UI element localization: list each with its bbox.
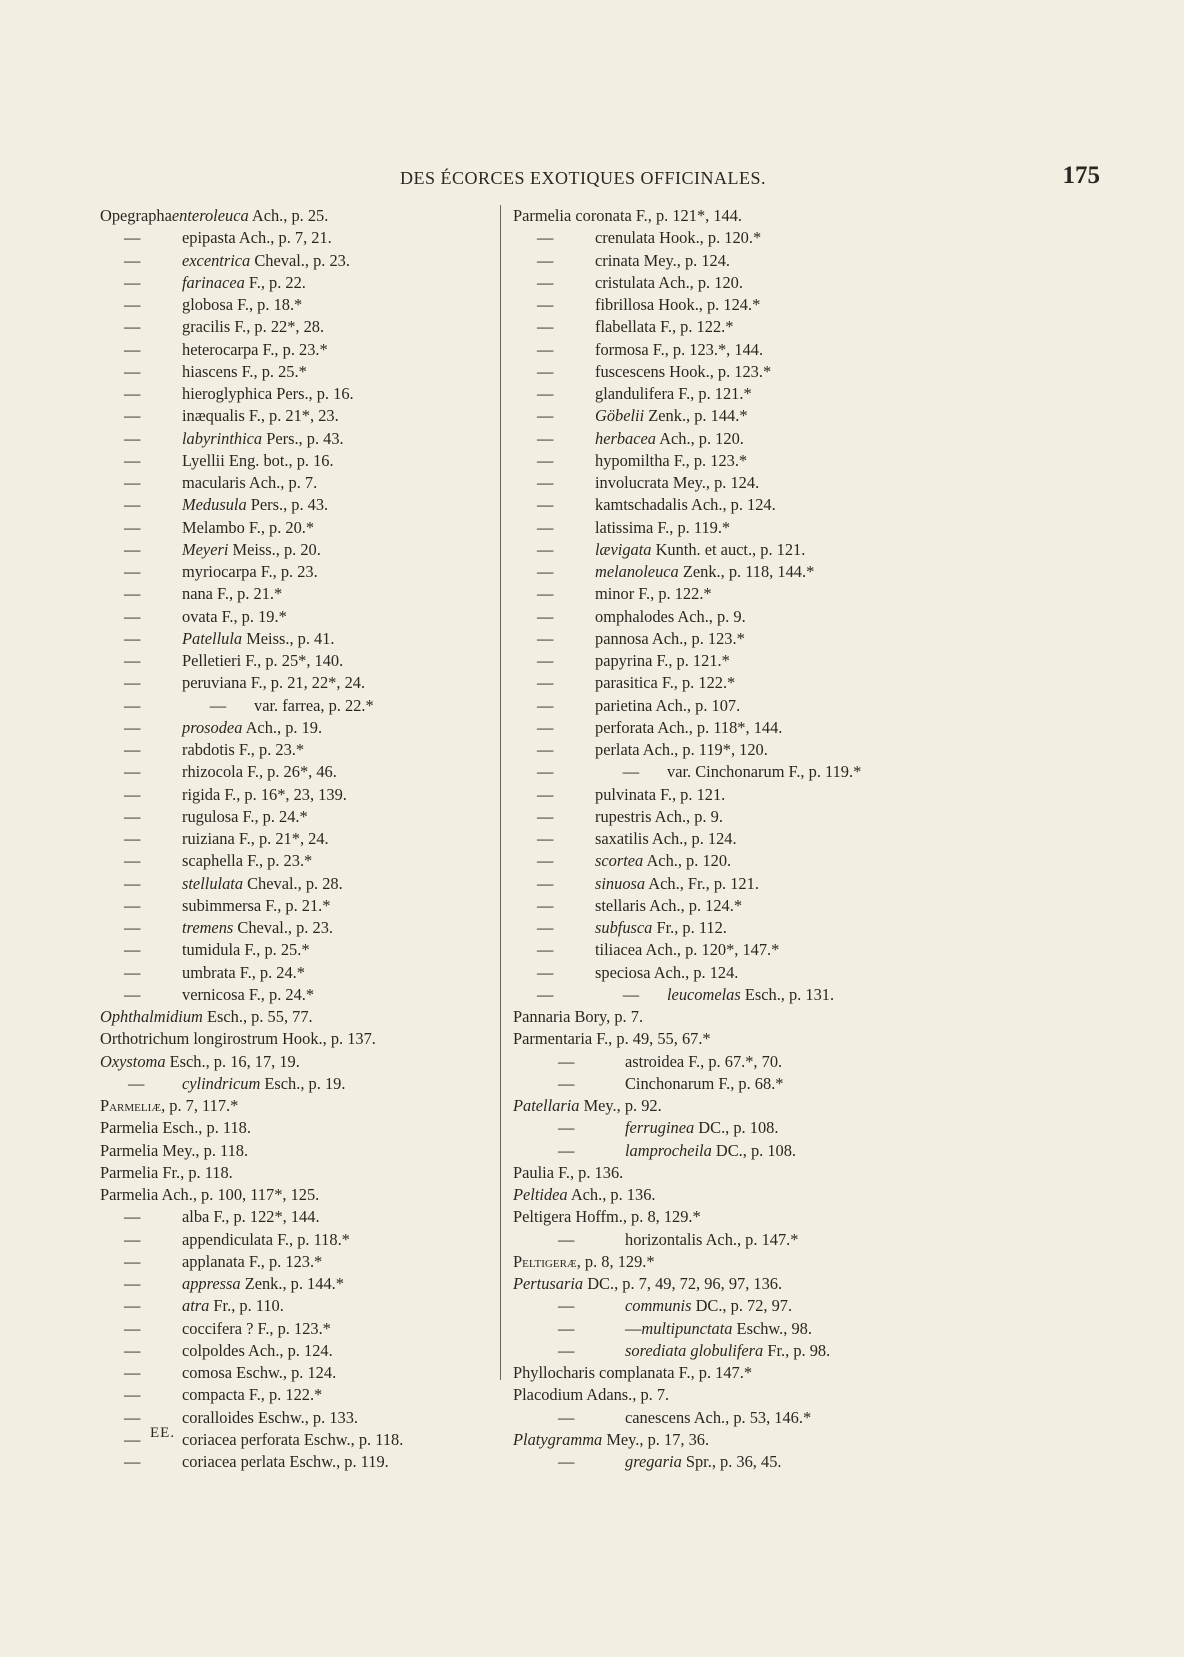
index-entry (100, 784, 520, 806)
index-entry (100, 1362, 520, 1384)
entry-italic-name: Oxystoma (100, 1051, 166, 1071)
index-entry (100, 806, 520, 828)
index-entry (100, 383, 520, 405)
index-entry (100, 250, 520, 272)
entry-reference: Ach., Fr., p. 121. (645, 873, 759, 893)
entry-italic-name: tremens (182, 918, 234, 937)
entry-text: myriocarpa F., p. 23. (182, 562, 318, 581)
index-entry (513, 1073, 933, 1095)
index-entry (513, 1407, 933, 1429)
entry-italic-name: appressa (182, 1274, 241, 1293)
entry-reference: Meiss., p. 41. (242, 628, 335, 648)
index-entry (100, 1051, 520, 1073)
entry-text: hieroglyphica Pers., p. 16. (182, 384, 354, 403)
index-entry (513, 539, 933, 561)
entry-text: var. farrea, p. 22.* (254, 695, 374, 715)
entry-reference: Mey., p. 17, 36. (602, 1429, 710, 1449)
index-entry (100, 717, 520, 739)
entry-text: compacta F., p. 122.* (182, 1385, 323, 1405)
entry-reference: Ach., p. 120. (643, 851, 732, 871)
entry-italic-name: Peltidea (513, 1185, 568, 1204)
index-entry (513, 939, 933, 961)
index-entry (513, 1028, 933, 1050)
index-entry (513, 1273, 933, 1295)
entry-text: alba F., p. 122*, 144. (182, 1207, 320, 1227)
entry-reference: DC., p. 108. (694, 1118, 779, 1138)
page-number: 175 (1062, 162, 1100, 189)
entry-italic-name: gregaria (625, 1452, 682, 1471)
index-entry (513, 1051, 933, 1073)
ditto-dash: — (622, 984, 640, 1004)
entry-text: Orthotrichum longirostrum Hook., p. 137. (100, 1029, 376, 1049)
entry-text: crinata Mey., p. 124. (595, 250, 731, 270)
index-column-right (513, 205, 933, 1473)
index-entry (513, 405, 933, 427)
entry-family: Peltigeræ (513, 1251, 577, 1271)
entry-italic-name: enteroleuca (171, 206, 249, 225)
entry-italic-name: lævigata (595, 539, 652, 559)
entry-italic-name: Patellula (182, 628, 243, 648)
index-entry (100, 917, 520, 939)
index-entry (513, 962, 933, 984)
index-entry (513, 428, 933, 450)
entry-text: stellaris Ach., p. 124.* (595, 895, 743, 915)
index-entry (513, 339, 933, 361)
entry-reference: DC., p. 72, 97. (691, 1296, 793, 1316)
index-entry (100, 450, 520, 472)
entry-italic-name: farinacea (182, 272, 245, 292)
entry-text: gracilis F., p. 22*, 28. (182, 317, 325, 337)
entry-text: vernicosa F., p. 24.* (182, 984, 315, 1004)
index-entry (100, 405, 520, 427)
entry-text: nana F., p. 21.* (182, 584, 283, 604)
index-entry (513, 1362, 933, 1384)
index-entry (513, 739, 933, 761)
entry-reference: Zenk., p. 118, 144.* (678, 562, 815, 581)
entry-text: involucrata Mey., p. 124. (595, 473, 760, 492)
entry-text: colpoldes Ach., p. 124. (182, 1340, 333, 1360)
entry-italic-name: sorediata globulifera (625, 1340, 764, 1360)
entry-italic-name: ferruginea (625, 1118, 695, 1138)
index-entry (513, 1229, 933, 1251)
entry-text: scaphella F., p. 23.* (182, 851, 313, 871)
entry-italic-name: Göbelii (595, 406, 645, 426)
index-entry (100, 850, 520, 872)
entry-reference: Cheval., p. 23. (233, 918, 333, 937)
entry-reference: Mey., p. 92. (579, 1096, 662, 1115)
entry-text: comosa Eschw., p. 124. (182, 1363, 337, 1382)
index-entry (513, 717, 933, 739)
entry-text: coriacea perforata Eschw., p. 118. (182, 1429, 404, 1449)
entry-text: hypomiltha F., p. 123.* (595, 450, 748, 470)
entry-text: pulvinata F., p. 121. (595, 784, 726, 804)
index-entry (513, 1295, 933, 1317)
index-entry (513, 806, 933, 828)
entry-text: cristulata Ach., p. 120. (595, 272, 743, 292)
entry-text: heterocarpa F., p. 23.* (182, 339, 328, 359)
entry-reference: Cheval., p. 23. (250, 250, 350, 270)
entry-text: tumidula F., p. 25.* (182, 940, 310, 960)
entry-text: pannosa Ach., p. 123.* (595, 628, 745, 648)
entry-text: omphalodes Ach., p. 9. (595, 606, 746, 626)
index-entry (513, 761, 933, 783)
entry-text: canescens Ach., p. 53, 146.* (625, 1407, 812, 1427)
index-entry (513, 1162, 933, 1184)
index-entry (100, 1384, 520, 1406)
entry-italic-name: Medusula (182, 495, 247, 515)
entry-italic-name: stellulata (182, 873, 244, 893)
page-header (100, 162, 1100, 198)
index-entry (100, 205, 520, 227)
entry-text: appendiculata F., p. 118.* (182, 1229, 350, 1249)
entry-text: ruiziana F., p. 21*, 24. (182, 829, 329, 848)
entry-text: subimmersa F., p. 21.* (182, 895, 331, 915)
entry-text: speciosa Ach., p. 124. (595, 962, 739, 982)
entry-text: Phyllocharis complanata F., p. 147.* (513, 1363, 753, 1382)
entry-text: formosa F., p. 123.*, 144. (595, 339, 764, 359)
index-entry (100, 1162, 520, 1184)
index-entry (513, 272, 933, 294)
index-entry (100, 1206, 520, 1228)
entry-text: Lyellii Eng. bot., p. 16. (182, 450, 334, 470)
index-entry (100, 472, 520, 494)
index-entry (100, 1229, 520, 1251)
entry-text: fuscescens Hook., p. 123.* (595, 361, 772, 381)
index-entry (100, 1095, 520, 1117)
entry-reference: DC., p. 7, 49, 72, 96, 97, 136. (583, 1274, 783, 1293)
index-entry (513, 583, 933, 605)
index-entry (100, 1184, 520, 1206)
entry-reference: Zenk., p. 144.* (240, 1274, 344, 1293)
entry-text: fibrillosa Hook., p. 124.* (595, 295, 761, 314)
entry-italic-name: cylindricum (182, 1073, 261, 1093)
index-entry (100, 1273, 520, 1295)
index-entry (100, 628, 520, 650)
entry-text: Parmelia Fr., p. 118. (100, 1162, 233, 1182)
entry-text: hiascens F., p. 25.* (182, 361, 307, 381)
entry-reference: Ach., p. 25. (248, 206, 329, 225)
index-entry (100, 873, 520, 895)
index-entry (513, 250, 933, 272)
entry-text: crenulata Hook., p. 120.* (595, 228, 762, 248)
index-entry (100, 761, 520, 783)
entry-text: parietina Ach., p. 107. (595, 695, 741, 715)
entry-reference: Spr., p. 36, 45. (681, 1452, 782, 1471)
index-entry (513, 650, 933, 672)
entry-reference: Fr., p. 112. (652, 918, 727, 937)
entry-text: coralloides Eschw., p. 133. (182, 1407, 359, 1427)
index-entry (100, 1295, 520, 1317)
entry-text: Parmentaria F., p. 49, 55, 67.* (513, 1029, 711, 1049)
index-entry (513, 850, 933, 872)
index-entry (513, 1384, 933, 1406)
index-entry (513, 561, 933, 583)
entry-italic-name: Patellaria (513, 1096, 580, 1115)
index-entry (100, 672, 520, 694)
entry-text: inæqualis F., p. 21*, 23. (182, 406, 339, 426)
entry-italic-name: communis (625, 1296, 692, 1316)
entry-text: Parmelia Esch., p. 118. (100, 1118, 251, 1138)
index-entry (100, 1073, 520, 1095)
index-entry (100, 494, 520, 516)
entry-text: macularis Ach., p. 7. (182, 473, 318, 492)
entry-text: Pannaria Bory, p. 7. (513, 1007, 644, 1026)
entry-text: Melambo F., p. 20.* (182, 517, 315, 537)
index-entry (513, 494, 933, 516)
index-entry (513, 1340, 933, 1362)
entry-text: papyrina F., p. 121.* (595, 651, 730, 670)
entry-italic-name: sinuosa (595, 873, 646, 893)
index-entry (100, 227, 520, 249)
index-entry (513, 517, 933, 539)
entry-text: astroidea F., p. 67.*, 70. (625, 1051, 783, 1071)
entry-reference: Esch., p. 16, 17, 19. (165, 1051, 300, 1071)
index-entry (513, 873, 933, 895)
index-entry (100, 1340, 520, 1362)
entry-reference: Pers., p. 43. (246, 495, 329, 515)
entry-reference: Ach., p. 136. (567, 1185, 656, 1204)
entry-italic-name: Meyeri (182, 539, 229, 559)
entry-italic-name: melanoleuca (595, 562, 679, 581)
index-entry (100, 561, 520, 583)
entry-genus: Opegrapha (100, 206, 172, 225)
entry-text: Paulia F., p. 136. (513, 1162, 624, 1182)
entry-reference: Fr., p. 98. (763, 1340, 831, 1360)
entry-reference: Meiss., p. 20. (228, 539, 321, 559)
entry-reference: Pers., p. 43. (262, 428, 344, 448)
entry-text: Parmelia coronata F., p. 121*, 144. (513, 206, 743, 225)
entry-text: perforata Ach., p. 118*, 144. (595, 717, 783, 737)
entry-italic-name: scortea (595, 851, 644, 871)
index-entry (513, 1095, 933, 1117)
entry-reference: Ach., p. 19. (242, 717, 323, 737)
index-entry (100, 361, 520, 383)
index-entry (513, 1140, 933, 1162)
entry-italic-name: excentrica (182, 250, 251, 270)
index-entry (513, 695, 933, 717)
entry-italic-name: leucomelas (667, 984, 741, 1004)
entry-text: Pelletieri F., p. 25*, 140. (182, 651, 344, 670)
running-head: DES ÉCORCES EXOTIQUES OFFICINALES. (400, 168, 767, 188)
entry-text: Placodium Adans., p. 7. (513, 1385, 670, 1405)
entry-reference: Ach., p. 120. (656, 428, 744, 448)
entry-text: tiliacea Ach., p. 120*, 147.* (595, 940, 780, 960)
entry-text: applanata F., p. 123.* (182, 1251, 323, 1271)
entry-text: peruviana F., p. 21, 22*, 24. (182, 673, 366, 693)
index-entry (100, 1006, 520, 1028)
signature-mark: EE. (150, 1425, 176, 1441)
entry-text: rhizocola F., p. 26*, 46. (182, 762, 337, 782)
index-entry (513, 672, 933, 694)
entry-reference: Esch., p. 55, 77. (202, 1007, 313, 1026)
entry-text: Parmelia Ach., p. 100, 117*, 125. (100, 1185, 320, 1204)
index-entry (100, 1028, 520, 1050)
index-entry (513, 472, 933, 494)
index-entry (100, 828, 520, 850)
index-entry (513, 1117, 933, 1139)
index-entry (513, 1451, 933, 1473)
entry-text: parasitica F., p. 122.* (595, 673, 736, 693)
entry-text: Parmelia Mey., p. 118. (100, 1140, 249, 1160)
index-entry (100, 517, 520, 539)
index-entry (513, 784, 933, 806)
index-entry (513, 227, 933, 249)
entry-reference: F., p. 22. (244, 272, 306, 292)
index-entry (100, 428, 520, 450)
entry-italic-name: Platygramma (513, 1429, 603, 1449)
index-entry (100, 650, 520, 672)
entry-italic-name: atra (182, 1296, 210, 1316)
ditto-dash: — (622, 762, 640, 782)
index-entry (100, 1140, 520, 1162)
entry-italic-name: labyrinthica (182, 428, 263, 448)
entry-reference: Esch., p. 19. (260, 1073, 346, 1093)
index-entry (100, 339, 520, 361)
index-entry (100, 272, 520, 294)
index-entry (100, 939, 520, 961)
index-entry (100, 316, 520, 338)
entry-reference: Cheval., p. 28. (243, 873, 343, 893)
index-entry (513, 828, 933, 850)
entry-italic-name: lamprocheila (625, 1140, 712, 1160)
index-entry (100, 583, 520, 605)
entry-text: coccifera ? F., p. 123.* (182, 1318, 331, 1338)
index-entry (100, 1451, 520, 1473)
entry-italic-name: subfusca (595, 918, 653, 937)
entry-text: latissima F., p. 119.* (595, 517, 731, 537)
index-entry (100, 984, 520, 1006)
entry-reference: DC., p. 108. (711, 1140, 797, 1160)
index-entry (513, 316, 933, 338)
entry-text: saxatilis Ach., p. 124. (595, 829, 737, 848)
entry-text: Cinchonarum F., p. 68.* (625, 1073, 784, 1093)
index-entry (100, 895, 520, 917)
entry-text: rupestris Ach., p. 9. (595, 806, 723, 826)
index-entry (100, 606, 520, 628)
index-entry (100, 1318, 520, 1340)
entry-italic-name: prosodea (182, 717, 243, 737)
index-entry (513, 628, 933, 650)
entry-text: rugulosa F., p. 24.* (182, 806, 308, 826)
entry-text: ovata F., p. 19.* (182, 606, 287, 626)
index-entry (513, 1184, 933, 1206)
entry-italic-name: herbacea (595, 428, 656, 448)
entry-text: kamtschadalis Ach., p. 124. (595, 495, 776, 515)
index-entry (513, 383, 933, 405)
entry-text: glandulifera F., p. 121.* (595, 384, 752, 403)
index-entry (100, 539, 520, 561)
entry-text: coriacea perlata Eschw., p. 119. (182, 1452, 389, 1471)
entry-reference: Kunth. et auct., p. 121. (651, 539, 806, 559)
index-entry (513, 361, 933, 383)
index-entry (513, 205, 933, 227)
entry-text: flabellata F., p. 122.* (595, 317, 734, 337)
entry-text: umbrata F., p. 24.* (182, 962, 305, 982)
index-entry (513, 1206, 933, 1228)
index-entry (513, 1429, 933, 1451)
entry-text: rabdotis F., p. 23.* (182, 740, 305, 759)
entry-reference: , p. 8, 129.* (576, 1251, 655, 1271)
entry-family: Parmeliæ (100, 1096, 162, 1115)
ditto-dash: — (625, 1318, 642, 1338)
index-entry (100, 962, 520, 984)
index-entry (513, 917, 933, 939)
entry-italic-name: multipunctata (641, 1318, 733, 1338)
index-entry (513, 450, 933, 472)
column-divider (500, 205, 501, 1380)
index-entry (100, 1251, 520, 1273)
entry-text: var. Cinchonarum F., p. 119.* (667, 762, 862, 782)
ditto-dash: — (209, 695, 227, 715)
index-entry (513, 1318, 933, 1340)
entry-reference: Zenk., p. 144.* (644, 406, 748, 426)
entry-italic-name: Ophthalmidium (100, 1007, 203, 1026)
index-entry (513, 984, 933, 1006)
entry-reference: Esch., p. 131. (740, 984, 835, 1004)
entry-text: minor F., p. 122.* (595, 584, 712, 604)
entry-reference: Eschw., 98. (732, 1318, 812, 1338)
index-column-left (100, 205, 520, 1473)
index-entry (513, 1006, 933, 1028)
entry-italic-name: Pertusaria (513, 1274, 584, 1293)
entry-reference: Fr., p. 110. (209, 1296, 284, 1316)
index-entry (513, 895, 933, 917)
index-entry (513, 1251, 933, 1273)
index-entry (100, 695, 520, 717)
entry-text: epipasta Ach., p. 7, 21. (182, 228, 332, 248)
entry-text: horizontalis Ach., p. 147.* (625, 1229, 799, 1249)
entry-text: Peltigera Hoffm., p. 8, 129.* (513, 1207, 701, 1227)
entry-reference: , p. 7, 117.* (161, 1096, 239, 1115)
index-entry (513, 606, 933, 628)
entry-text: rigida F., p. 16*, 23, 139. (182, 784, 347, 804)
entry-text: globosa F., p. 18.* (182, 295, 303, 314)
entry-text: perlata Ach., p. 119*, 120. (595, 740, 768, 759)
index-entry (513, 294, 933, 316)
index-entry (100, 294, 520, 316)
index-entry (100, 739, 520, 761)
index-entry (100, 1117, 520, 1139)
